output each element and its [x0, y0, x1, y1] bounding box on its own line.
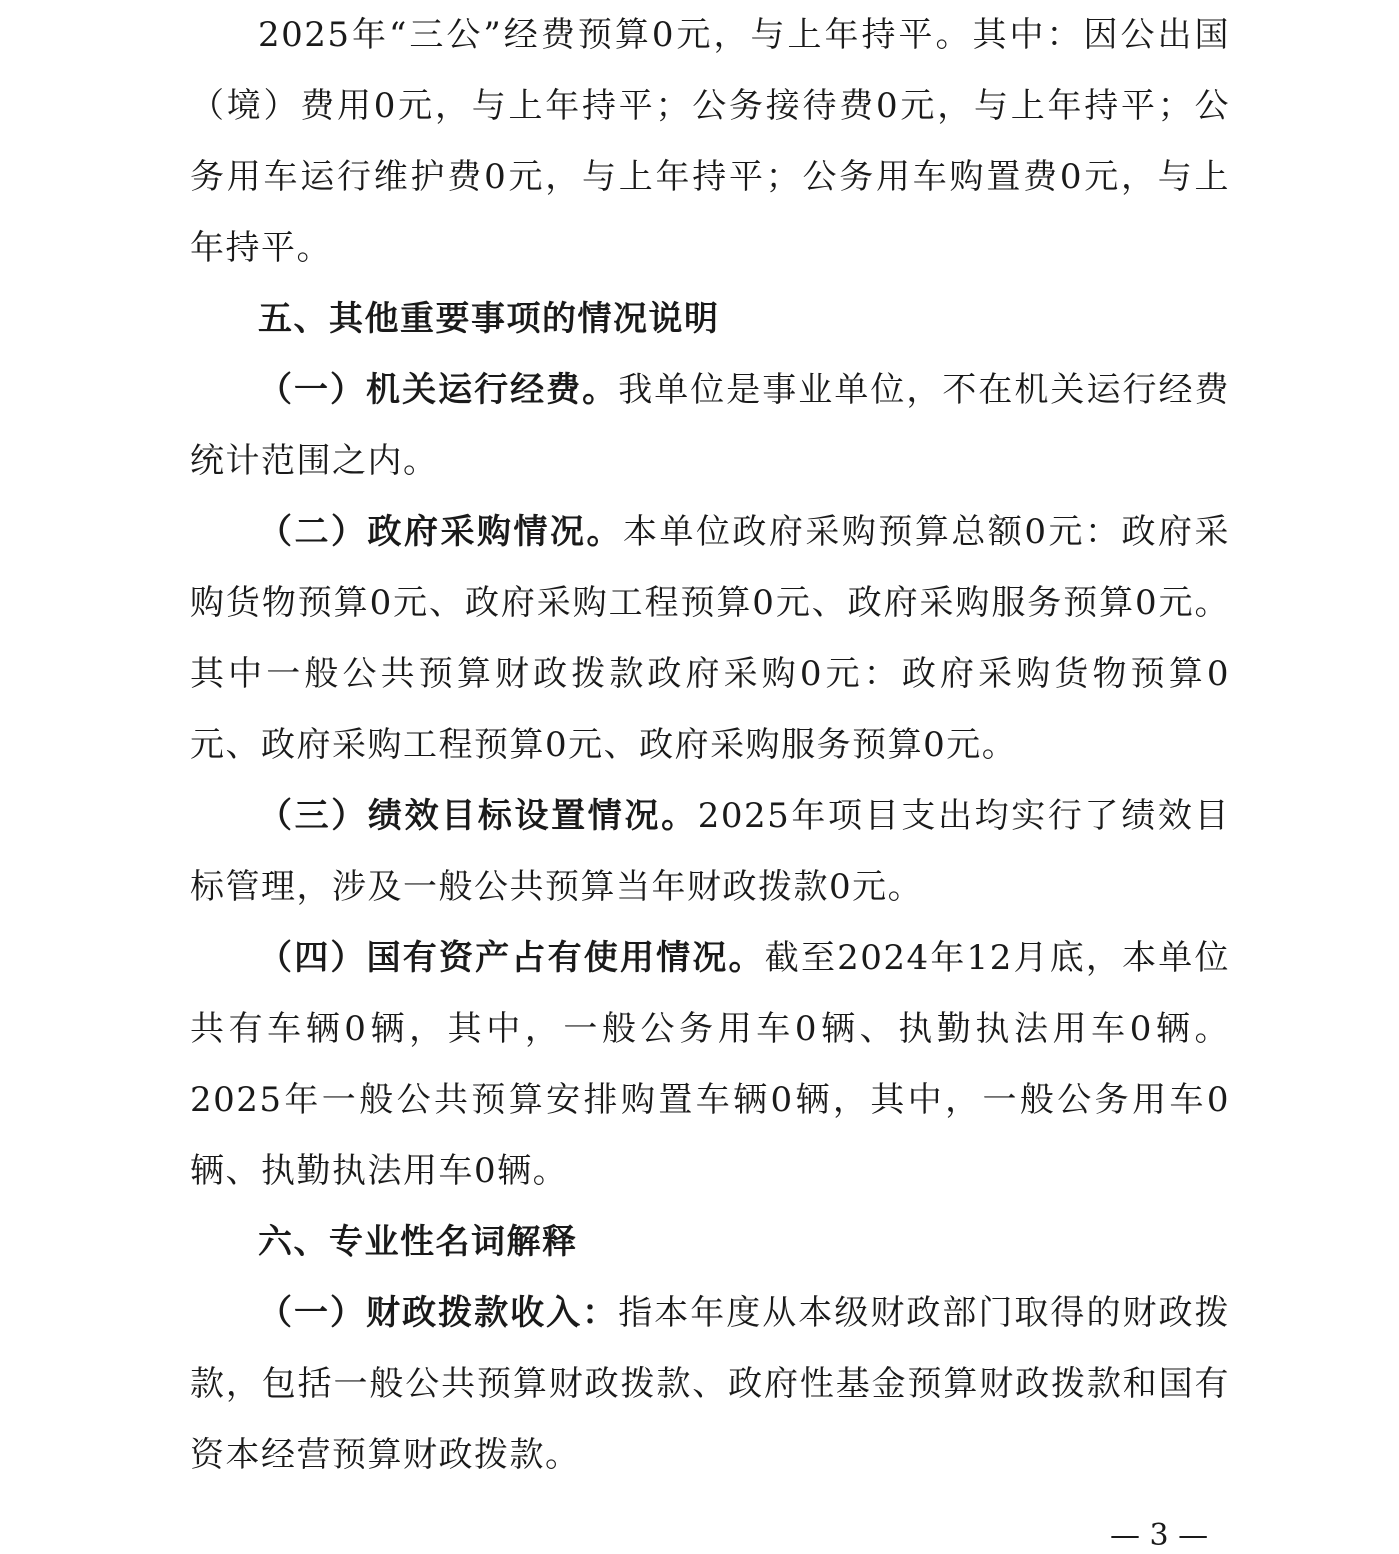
paragraph-lead: （三）绩效目标设置情况。: [258, 796, 698, 836]
document-page: [190, 0, 1230, 1491]
paragraph-lead: （二）政府采购情况。: [258, 512, 623, 552]
paragraph-lead: （一）财政拨款收入：: [258, 1293, 619, 1333]
paragraph-lead: （一）机关运行经费。: [258, 370, 619, 410]
section-heading-other-matters: 五、其他重要事项的情况说明: [258, 299, 720, 339]
section-heading-terminology: 六、专业性名词解释: [258, 1222, 578, 1262]
paragraph-body: 指本年度从本级财政部门取得的财政拨款，包括一般公共预算财政拨款、政府性基金预算财政拨款和国有资本经营预算财政拨款。: [190, 1293, 1231, 1475]
paragraph-fiscal-appropriation-income: [190, 1278, 1230, 1491]
paragraph-operating-expenses: [190, 355, 1230, 497]
paragraph-body: 2025年“三公”经费预算0元，与上年持平。其中：因公出国（境）费用0元，与上年持平；公务接待费0元，与上年持平；公务用车运行维护费0元，与上年持平；公务用车购置费0元，与上年持平。: [190, 15, 1230, 268]
page-number: — 3 —: [1110, 1518, 1209, 1553]
paragraph-performance-targets: [190, 781, 1230, 923]
paragraph-lead: （四）国有资产占有使用情况。: [258, 938, 765, 978]
paragraph-state-assets: [190, 923, 1230, 1207]
paragraph-three-public-expenses: [190, 0, 1230, 284]
paragraph-body: 本单位政府采购预算总额0元：政府采购货物预算0元、政府采购工程预算0元、政府采购服务预算0元。其中一般公共预算财政拨款政府采购0元：政府采购货物预算0元、政府采购工程预算0元、政府采购服务预算0元。: [190, 512, 1230, 765]
paragraph-government-procurement: [190, 497, 1230, 781]
paragraph-body: 截至2024年12月底，本单位共有车辆0辆，其中，一般公务用车0辆、执勤执法用车0辆。2025年一般公共预算安排购置车辆0辆，其中，一般公务用车0辆、执勤执法用车0辆。: [190, 938, 1231, 1191]
paragraph-body: 我单位是事业单位，不在机关运行经费统计范围之内。: [190, 370, 1231, 481]
paragraph-body: 2025年项目支出均实行了绩效目标管理，涉及一般公共预算当年财政拨款0元。: [190, 796, 1230, 907]
